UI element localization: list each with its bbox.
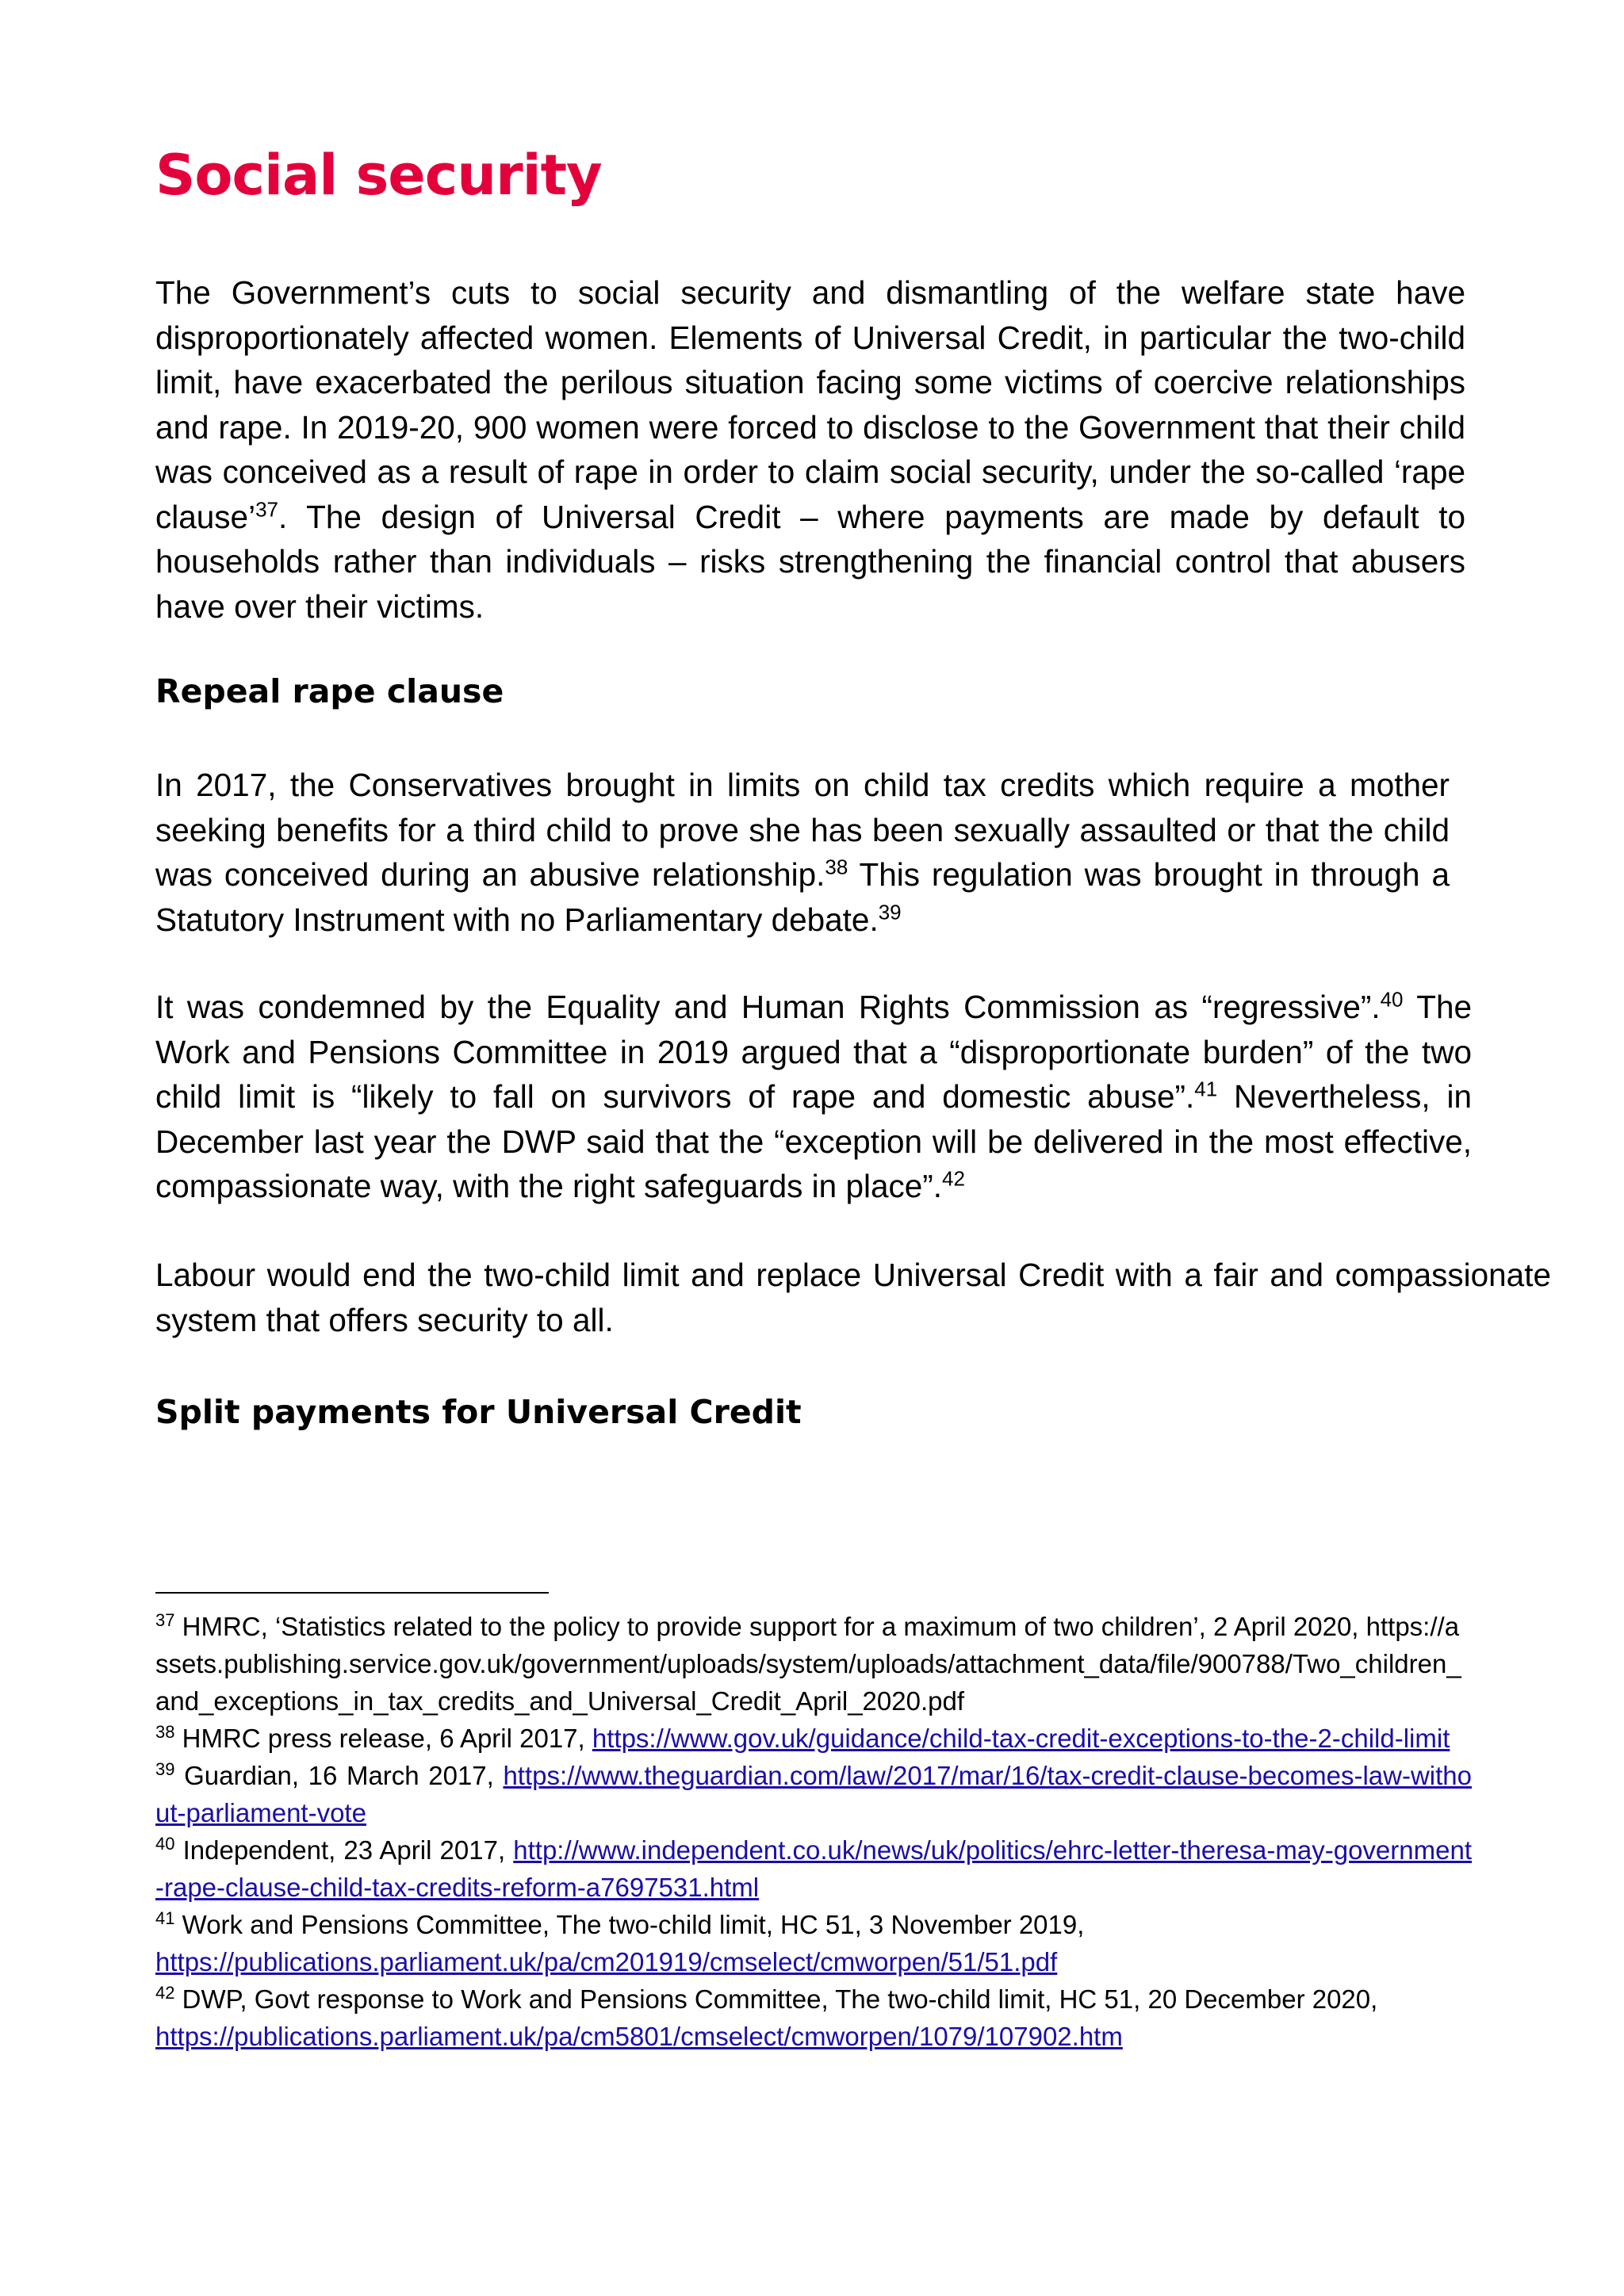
footnote-number: 37 [155,1610,175,1630]
footnote-ref-39[interactable]: 39 [878,900,902,924]
footnote-40 [155,1831,1472,1906]
intro-text-a: The Government’s cuts to social security and dismantling of the welfare state have disproportionately affected women. Elements of Universal Credit, in particular the two-child limit, have exacerbated the perilous situation facing some victims of coercive relationships and rape. In 2019-20, 900 women were forced to disclose to the Government that their child was conceived as a result of rape in order to claim social security, under the so-called ‘rape clause’ [155,274,1465,535]
footnote-link[interactable]: https://publications.parliament.uk/pa/cm201919/cmselect/cmworpen/51/51.pdf [155,1947,1058,1976]
footnote-text: Guardian, 16 March 2017, [174,1761,504,1790]
footnote-number: 39 [155,1759,175,1779]
footnote-text: DWP, Govt response to Work and Pensions Committee, The two-child limit, HC 51, 20 December 2020, [174,1984,1378,2014]
footnote-ref-41[interactable]: 41 [1194,1077,1218,1101]
footnote-link[interactable]: https://www.gov.uk/guidance/child-tax-credit-exceptions-to-the-2-child-limit [592,1724,1450,1753]
condemnation-text-a: It was condemned by the Equality and Human Rights Commission as “regressive”. [155,989,1381,1025]
footnote-ref-38[interactable]: 38 [825,855,848,879]
footnote-ref-42[interactable]: 42 [942,1166,965,1191]
rape-clause-text-b: This regulation was brought in through a Statutory Instrument with no Parliamentary debate. [155,856,1450,938]
footnote-number: 40 [155,1834,175,1854]
footnote-37 [155,1608,1472,1720]
condemnation-text-c: Nevertheless, in December last year the DWP said that the “exception will be delivered in the most effective, compassionate way, with the right safeguards in place”. [155,1078,1472,1204]
footnote-link[interactable]: http://www.independent.co.uk/news/uk/politics/ehrc-letter-theresa-may-government-rape-clause-child-tax-credits-reform-a7697531.html [155,1835,1472,1902]
footnote-38 [155,1720,1472,1757]
intro-paragraph [155,270,1465,629]
footnote-text: HMRC press release, 6 April 2017, [174,1724,592,1753]
footnote-link[interactable]: https://www.theguardian.com/law/2017/mar/16/tax-credit-clause-becomes-law-without-parliament-vote [155,1761,1472,1827]
footnote-number: 42 [155,1983,175,2003]
condemnation-text-b: The Work and Pensions Committee in 2019 argued that a “disproportionate burden” of the two child limit is “likely to fall on survivors of rape and domestic abuse”. [155,989,1472,1115]
footnotes [155,1608,1472,2055]
page-title: Social security [155,143,602,208]
condemnation-paragraph [155,985,1472,1209]
section-title-repeal-rape-clause: Repeal rape clause [155,672,504,710]
section-title-split-payments: Split payments for Universal Credit [155,1393,802,1431]
footnote-ref-37[interactable]: 37 [255,497,278,521]
footnote-41 [155,1906,1392,1980]
footnote-text: Independent, 23 April 2017, [174,1835,514,1865]
rape-clause-text-a: In 2017, the Conservatives brought in limits on child tax credits which require a mother seeking benefits for a third child to prove she has been sexually assaulted or that the child was conceived during an abusive relationship. [155,767,1450,893]
footnote-42 [155,1980,1424,2055]
footnote-text: HMRC, ‘Statistics related to the policy to provide support for a maximum of two children’, 2 April 2020, [174,1612,1359,1641]
footnote-number: 41 [155,1908,175,1928]
footnote-divider [155,1592,549,1594]
footnote-39 [155,1757,1472,1831]
footnote-ref-40[interactable]: 40 [1380,987,1404,1012]
rape-clause-paragraph [155,763,1450,942]
footnote-link[interactable]: https://publications.parliament.uk/pa/cm5801/cmselect/cmworpen/1079/107902.htm [155,2022,1123,2051]
intro-text-b: . The design of Universal Credit – where payments are made by default to households rather than individuals – risks strengthening the financial control that abusers have over their victims. [155,498,1465,625]
labour-pledge-paragraph: Labour would end the two-child limit and replace Universal Credit with a fair and compassionate system that offers security to all. [155,1257,1551,1338]
footnote-number: 38 [155,1722,175,1742]
footnote-url: https://assets.publishing.service.gov.uk/government/uploads/system/uploads/attachment_data/file/900788/Two_children_and_exceptions_in_tax_credits_and_Universal_Credit_April_2020.pdf [155,1612,1461,1716]
footnote-text: Work and Pensions Committee, The two-child limit, HC 51, 3 November 2019, [174,1910,1085,1939]
